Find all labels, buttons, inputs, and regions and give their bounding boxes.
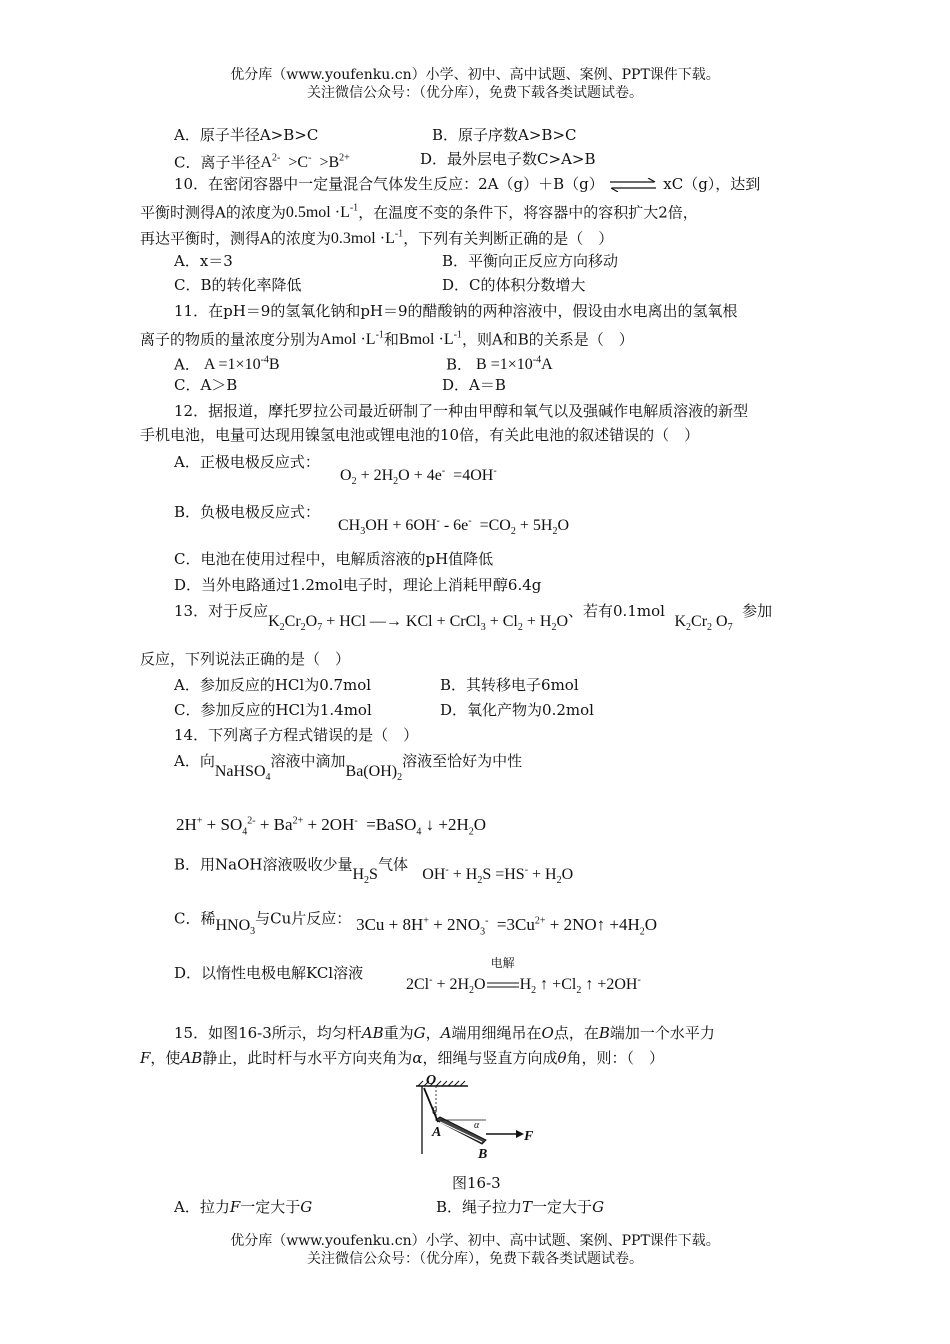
q15-option-b: B．绳子拉力T一定大于G xyxy=(436,1198,605,1216)
q10-line3: 再达平衡时，测得A的浓度为$0.3mol \cdot L^{-1}$，下列有关判断正确的是（ ） xyxy=(140,229,614,248)
q13-option-b: B．其转移电子6mol xyxy=(440,676,579,694)
page-footer-line1: 优分库（www.youfenku.cn）小学、初中、高中试题、案例、PPT课件下载。 xyxy=(230,1233,720,1249)
q10-option-b: B．平衡向正反应方向移动 xyxy=(442,252,619,270)
equilibrium-arrow-icon xyxy=(608,178,658,192)
q12-option-b: B．负极电极反应式： xyxy=(174,503,321,521)
q12-line2: 手机电池，电量可达现用镍氢电池或锂电池的10倍，有关此电池的叙述错误的（ ） xyxy=(140,426,700,444)
q12-option-a-equation: $O_2 + 2H_2O + 4e^- =4OH^-$ xyxy=(340,466,497,488)
q12-option-d: D．当外电路通过1.2mol电子时，理论上消耗甲醇6.4g xyxy=(174,576,542,594)
q14-option-d-equation: $2Cl^- + 2H_2O$ 电解 $H_2$ ↑ $+Cl_2$ ↑ +2OH- xyxy=(406,956,641,997)
q14-option-a-equation: $2H^+ + SO_4^{2-} + Ba^{2+} + 2OH^-$ =BaSO$_4$ ↓ $+2H_2O$ xyxy=(176,814,487,838)
page-footer-line2: 关注微信公众号：（优分库），免费下载各类试题试卷。 xyxy=(307,1251,643,1267)
figure-16-3 xyxy=(406,1072,536,1162)
q11-option-a: A． $A =1\times 10^{-4}B$ xyxy=(174,355,280,374)
q13-option-c: C．参加反应的HCl为1.4mol xyxy=(174,701,372,719)
q13-option-a: A．参加反应的HCl为0.7mol xyxy=(174,676,372,694)
q10-option-a: A．x＝3 xyxy=(174,252,233,270)
q12-option-b-equation: $CH_3OH + 6OH^- - 6e^- =CO_2 + 5H_2O$ xyxy=(338,516,569,538)
q14-option-a: A．向NaHSO$_4$溶液中滴加$Ba(OH)_2$溶液至恰好为中性 xyxy=(174,752,523,784)
q12-line1: 12．据报道，摩托罗拉公司最近研制了一种由甲醇和氧气以及强碱作电解质溶液的新型 xyxy=(174,402,749,420)
q12-option-a: A．正极电极反应式： xyxy=(174,453,320,471)
label-a: A xyxy=(432,1125,442,1140)
label-alpha: α xyxy=(474,1120,480,1131)
q9-option-d: D．最外层电子数C>A>B xyxy=(420,150,596,168)
label-theta: θ xyxy=(432,1106,437,1117)
q10-line1: 10．在密闭容器中一定量混合气体发生反应：2A（g）＋B（g） xC（g），达到 xyxy=(174,175,761,193)
q15-line2: F，使AB静止，此时杆与水平方向夹角为α，细绳与竖直方向成θ角，则：（ ） xyxy=(140,1049,665,1067)
q14-option-d: D．以惰性电极电解KCl溶液 xyxy=(174,964,364,982)
q14-option-b: B．用NaOH溶液吸收少量$H_2S$气体 $OH^- + H_2S =HS^- + H_2O$ xyxy=(174,855,574,887)
q15-line1: 15．如图16-3所示，均匀杆AB重为G，A端用细绳吊在O点，在B端加一个水平力 xyxy=(174,1024,715,1042)
q10-option-d: D．C的体积分数增大 xyxy=(442,276,586,294)
double-line-icon xyxy=(486,981,520,989)
label-o: O xyxy=(426,1073,437,1088)
q13-option-d: D．氧化产物为0.2mol xyxy=(440,701,594,719)
q14-line1: 14．下列离子方程式错误的是（ ） xyxy=(174,726,419,744)
q12-option-c: C．电池在使用过程中，电解质溶液的pH值降低 xyxy=(174,550,494,568)
q9-option-a: A．原子半径A>B>C xyxy=(174,126,319,144)
label-b: B xyxy=(478,1147,488,1162)
figure-caption: 图16-3 xyxy=(452,1174,501,1192)
q10-line2: 平衡时测得A的浓度为$0.5mol \cdot L^{-1}$，在温度不变的条件下，将容器中的容积扩大2倍， xyxy=(140,203,698,222)
q13-line1: 13．对于反应$K_2Cr_2O_7$ + HCl —→ KCl + CrCl$_3$ + $Cl_2 + H_2O$、若有0.1mol $K_2Cr_2$ $O_7$ 参加 xyxy=(174,602,773,634)
q13-line2: 反应，下列说法正确的是（ ） xyxy=(140,650,351,668)
page-header-line1: 优分库（www.youfenku.cn）小学、初中、高中试题、案例、PPT课件下载。 xyxy=(230,67,720,83)
electrolysis-label: 电解 xyxy=(490,956,515,971)
q11-line1: 11．在pH＝9的氢氧化钠和pH＝9的醋酸钠的两种溶液中，假设由水电离出的氢氧根 xyxy=(174,302,738,320)
q9-option-b: B．原子序数A>B>C xyxy=(432,126,577,144)
q10-option-c: C．B的转化率降低 xyxy=(174,276,302,294)
label-f: F xyxy=(524,1129,534,1144)
q11-option-b: B． $B =1\times 10^{-4}A$ xyxy=(446,355,553,374)
q11-option-d: D．A＝B xyxy=(442,376,506,394)
page-header-line2: 关注微信公众号：（优分库），免费下载各类试题试卷。 xyxy=(307,85,643,101)
q9-option-c: C．离子半径$A^{2-} >C^- >B^{2+}$ xyxy=(174,153,350,172)
q11-line2: 离子的物质的量浓度分别为Amol $\cdot L^{-1}$和Bmol $\cdot L^{-1}$，则A和B的关系是（ ） xyxy=(140,330,634,349)
q14-option-c: C．稀$HNO_3$与Cu片反应： $3Cu + 8H^+ + 2NO_3^- =3Cu^{2+}$ + 2NO↑ $+4H_2O$ xyxy=(174,909,658,938)
q11-option-c: C．A＞B xyxy=(174,376,238,394)
q15-option-a: A．拉力F一定大于G xyxy=(174,1198,313,1216)
